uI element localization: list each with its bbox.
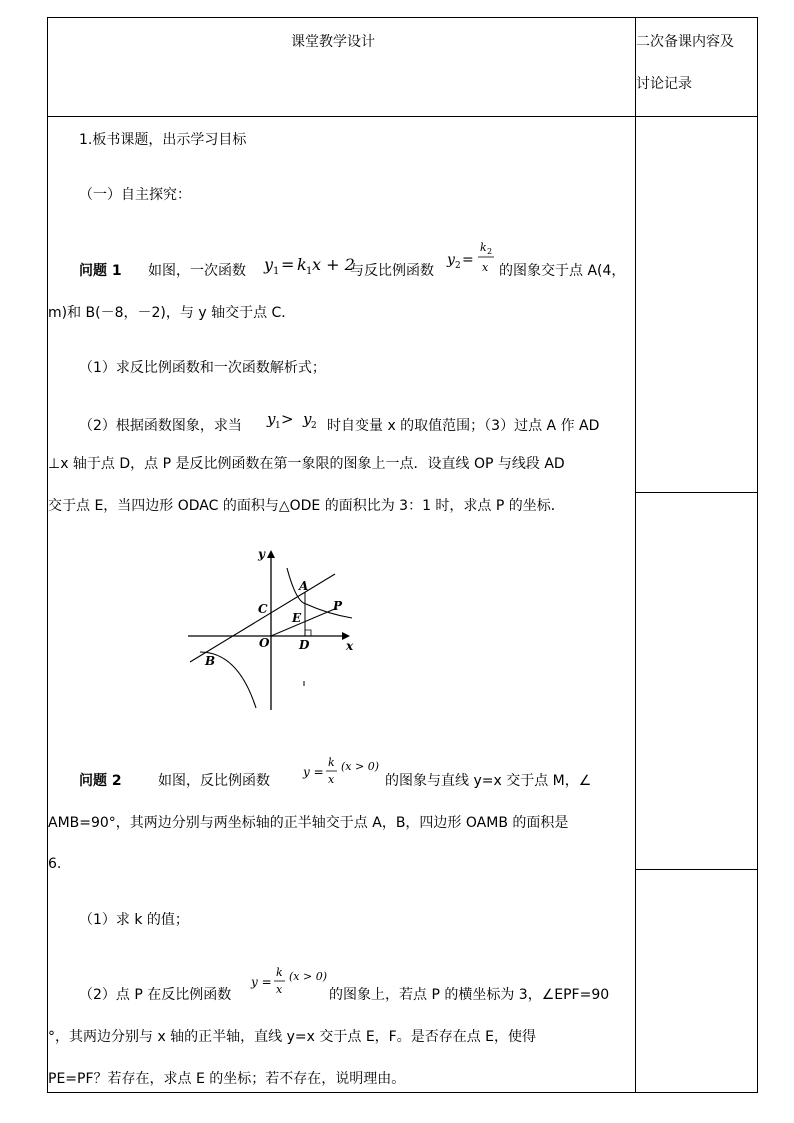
formula1-y: y (264, 255, 274, 274)
formula4-den: x (328, 773, 335, 786)
figure-label-a: A (299, 579, 309, 593)
formula3-sub1: 1 (275, 421, 281, 431)
section-heading: （一）自主探究： (79, 187, 191, 203)
formula1-k: k (297, 255, 307, 274)
problem1-q2b: 时自变量 x 的取值范围；（3）过点 A 作 AD (327, 418, 600, 434)
figure-label-b: B (205, 654, 216, 668)
problem2-q2-line3: PE=PF？若存在，求点 E 的坐标；若不存在，说明理由。 (48, 1071, 406, 1087)
figure-label-o: O (259, 636, 270, 650)
formula2-sub: 2 (455, 261, 461, 271)
formula1-sub: 1 (273, 266, 280, 277)
problem1-figure (180, 540, 360, 715)
step-1-heading: 1.板书课题，出示学习目标 (79, 132, 247, 148)
problem1-q2-line3: 交于点 E，当四边形 ODAC 的面积与△ODE 的面积比为 3：1 时，求点 P 的坐标． (48, 498, 565, 514)
figure-label-y: y (258, 547, 265, 561)
side-row-divider-1 (635, 492, 758, 493)
table-border-bottom (47, 1092, 758, 1093)
problem1-intro: 如图，一次函数 (148, 263, 246, 279)
formula3-sub2: 2 (311, 421, 317, 431)
figure-right-angle (305, 630, 311, 636)
figure-label-p: P (333, 599, 343, 613)
formula-inverse-function-k (301, 752, 385, 792)
figure-label-x: x (346, 639, 354, 653)
problem1-q1: （1）求反比例函数和一次函数解析式； (79, 360, 326, 376)
formula4-num: k (328, 756, 335, 769)
formula3-gt: > (281, 410, 294, 428)
formula3-y2: y (303, 410, 312, 428)
problem2-q2a: （2）点 P 在反比例函数 (79, 987, 232, 1003)
formula3-y1: y (267, 410, 276, 428)
header-row-divider (47, 116, 758, 117)
problem1-q2-line2: ⊥x 轴于点 D，点 P 是反比例函数在第一象限的图象上一点．设直线 OP 与线段 AD (48, 456, 565, 472)
problem1-tail: 的图象交于点 A(4， (499, 263, 626, 279)
header-side-title-line1: 二次备课内容及 (636, 34, 734, 50)
formula5-cond: (x > 0) (289, 970, 327, 983)
table-border-right (757, 17, 758, 1093)
problem2-line3: 6. (48, 856, 62, 872)
figure-y-arrow (267, 550, 275, 558)
problem1-label: 问题 1 (79, 263, 122, 279)
figure-label-c: C (258, 602, 268, 616)
column-divider (635, 17, 636, 1093)
problem2-label: 问题 2 (79, 773, 122, 789)
figure-segment-op (271, 608, 337, 636)
header-main-title: 课堂教学设计 (291, 34, 375, 50)
formula5-y: y = (251, 975, 272, 989)
problem2-tail: 的图象与直线 y=x 交于点 M，∠ (385, 773, 592, 789)
problem2-intro: 如图，反比例函数 (158, 773, 270, 789)
formula1-eq: = (281, 255, 295, 274)
formula-inverse-function-k2 (447, 238, 499, 278)
figure-label-e: E (292, 611, 302, 625)
problem1-line2: m)和 B(－8，－2)，与 y 轴交于点 C． (48, 305, 296, 321)
side-row-divider-2 (635, 869, 758, 870)
formula-inequality (265, 406, 327, 434)
table-border-top (47, 17, 758, 18)
problem2-q1: （1）求 k 的值； (79, 912, 189, 928)
formula2-numsub: 2 (487, 247, 493, 256)
formula5-den: x (276, 983, 283, 996)
formula5-num: k (276, 966, 283, 979)
formula2-num: k (480, 241, 487, 254)
formula-linear-function (262, 248, 355, 278)
formula4-y: y = (303, 765, 324, 779)
formula1-ksub: 1 (306, 266, 313, 277)
figure-label-d: D (299, 638, 310, 652)
problem2-q2b: 的图象上，若点 P 的横坐标为 3，∠EPF=90 (329, 987, 610, 1003)
problem2-q2-line2: °，其两边分别与 x 轴的正半轴，直线 y=x 交于点 E，F。是否存在点 E，使得 (48, 1029, 537, 1045)
formula2-y: y (447, 252, 455, 268)
formula2-eq: = (462, 252, 474, 268)
problem1-q2a: （2）根据函数图象，求当 (79, 418, 242, 434)
formula2-den: x (482, 261, 489, 274)
formula4-cond: (x > 0) (341, 760, 379, 773)
problem2-line2: AMB=90°，其两边分别与两坐标轴的正半轴交于点 A，B，四边形 OAMB 的面积是 (48, 815, 569, 831)
header-side-title-line2: 讨论记录 (636, 76, 692, 92)
problem1-mid: 与反比例函数 (350, 263, 434, 279)
table-border-left (47, 17, 48, 1093)
formula-inverse-function-k-2 (249, 962, 333, 1002)
formula1-rest: x + 2 (312, 255, 355, 274)
